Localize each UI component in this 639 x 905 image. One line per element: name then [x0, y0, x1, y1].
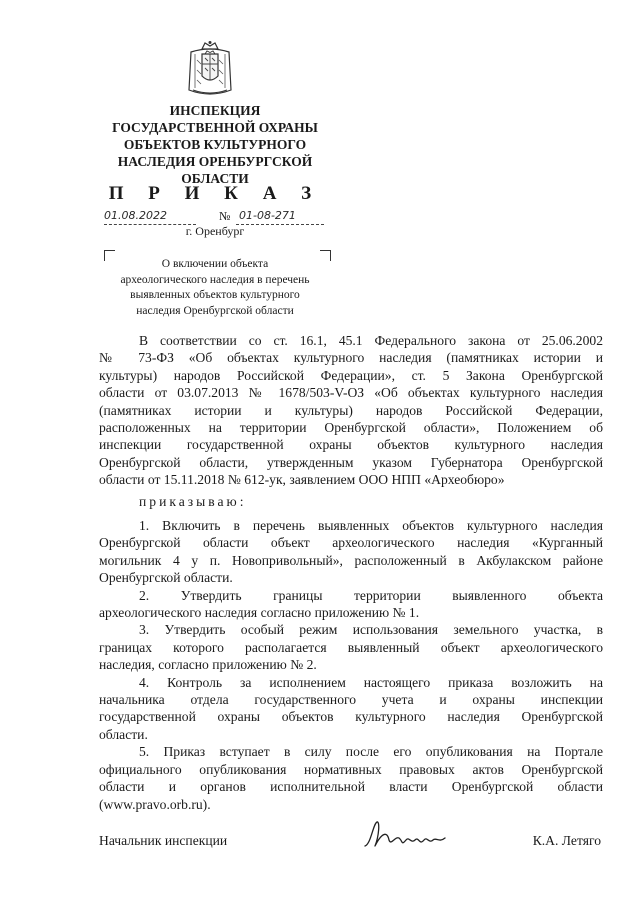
subject-line: О включении объекта — [161, 258, 269, 270]
order-item-5 — [99, 743, 603, 813]
preamble-line: (памятниках истории и культуры) народов Российской Федерации, — [99, 402, 603, 418]
org-line: НАСЛЕДИЯ ОРЕНБУРГСКОЙ — [117, 154, 313, 169]
item-line: могильник 4 у п. Новопривольный», расположенный в Акбулакском районе — [99, 552, 603, 568]
document-number: 01-08-271 — [239, 209, 296, 222]
preamble-line: области от 03.07.2013 № 1678/503-V-ОЗ «Об объектах культурного наследия — [99, 385, 603, 401]
order-items — [99, 517, 603, 813]
item-line: официального опубликования нормативных правовых актов Оренбургской — [99, 761, 603, 777]
organization-name — [100, 102, 330, 187]
org-line: ОБЛАСТИ — [181, 171, 249, 186]
handwritten-signature — [361, 816, 451, 856]
item-line: Оренбургской области объект археологического наследия «Курганный — [99, 535, 603, 551]
item-line: 3. Утвердить особый режим использования земельного участка, в — [139, 622, 603, 638]
number-sign: № — [219, 209, 231, 223]
preamble-line: инспекции государственной охраны объектов культурного наследия — [99, 437, 603, 453]
item-line: начальника отдела государственного учета и охраны инспекции — [99, 692, 603, 708]
item-line: области и органов исполнительной власти Оренбургской области — [99, 779, 603, 795]
preamble — [99, 332, 603, 489]
item-line: наследия, согласно приложению № 2. — [99, 657, 317, 673]
subject-line: археологического наследия в перечень — [120, 273, 310, 286]
item-line: 2. Утвердить границы территории выявленного объекта — [139, 587, 603, 603]
order-item-1 — [99, 517, 603, 587]
preamble-line: области от 15.11.2018 № 612-ук, заявлением ООО НПП «Археобюро» — [99, 472, 505, 488]
command-word: приказываю: — [139, 494, 247, 509]
preamble-line: культуры) народов Российской Федерации», ст. 5 Закона Оренбургской — [99, 367, 603, 383]
signer-position: Начальник инспекции — [99, 833, 228, 848]
coat-of-arms-icon — [185, 40, 235, 98]
org-line: ОБЪЕКТОВ КУЛЬТУРНОГО — [123, 137, 307, 152]
subject-line: наследия Оренбургской области — [136, 304, 294, 317]
document-title: П Р И К А З — [108, 183, 322, 204]
item-line: границах которого располагается выявленный объект археологического — [99, 639, 603, 655]
item-line: (www.pravo.orb.ru). — [99, 796, 211, 812]
item-line: области. — [99, 726, 148, 742]
org-line: ГОСУДАРСТВЕННОЙ ОХРАНЫ — [112, 120, 318, 135]
signer-name: К.А. Летяго — [532, 833, 601, 848]
document-subject — [100, 257, 330, 319]
item-line: археологического наследия согласно приложению № 1. — [99, 605, 420, 621]
item-line: 5. Приказ вступает в силу после его опубликования на Портале — [139, 744, 603, 760]
preamble-line: № 73-ФЗ «Об объектах культурного наследия (памятниках истории и — [99, 350, 603, 366]
order-item-4 — [99, 674, 603, 744]
signature-block — [99, 830, 603, 854]
preamble-line: Оренбургской области, утвержденным указом Губернатора Оренбургской — [99, 454, 603, 470]
org-line: ИНСПЕКЦИЯ — [169, 103, 261, 118]
item-line: 1. Включить в перечень выявленных объектов культурного наследия — [139, 518, 603, 533]
order-item-3 — [99, 621, 603, 673]
city: г. Оренбург — [185, 224, 245, 238]
item-line: 4. Контроль за исполнением настоящего приказа возложить на — [139, 674, 603, 690]
item-line: государственной охраны объектов культурного наследия Оренбургской — [99, 709, 603, 725]
preamble-line: расположенных на территории Оренбургской области», Положением об — [99, 420, 603, 436]
subject-line: выявленных объектов культурного — [130, 289, 300, 301]
item-line: Оренбургской области. — [99, 570, 233, 586]
document-date: 01.08.2022 — [104, 209, 167, 222]
preamble-line: В соответствии со ст. 16.1, 45.1 Федерального закона от 25.06.2002 — [139, 333, 603, 348]
order-item-2 — [99, 587, 603, 622]
